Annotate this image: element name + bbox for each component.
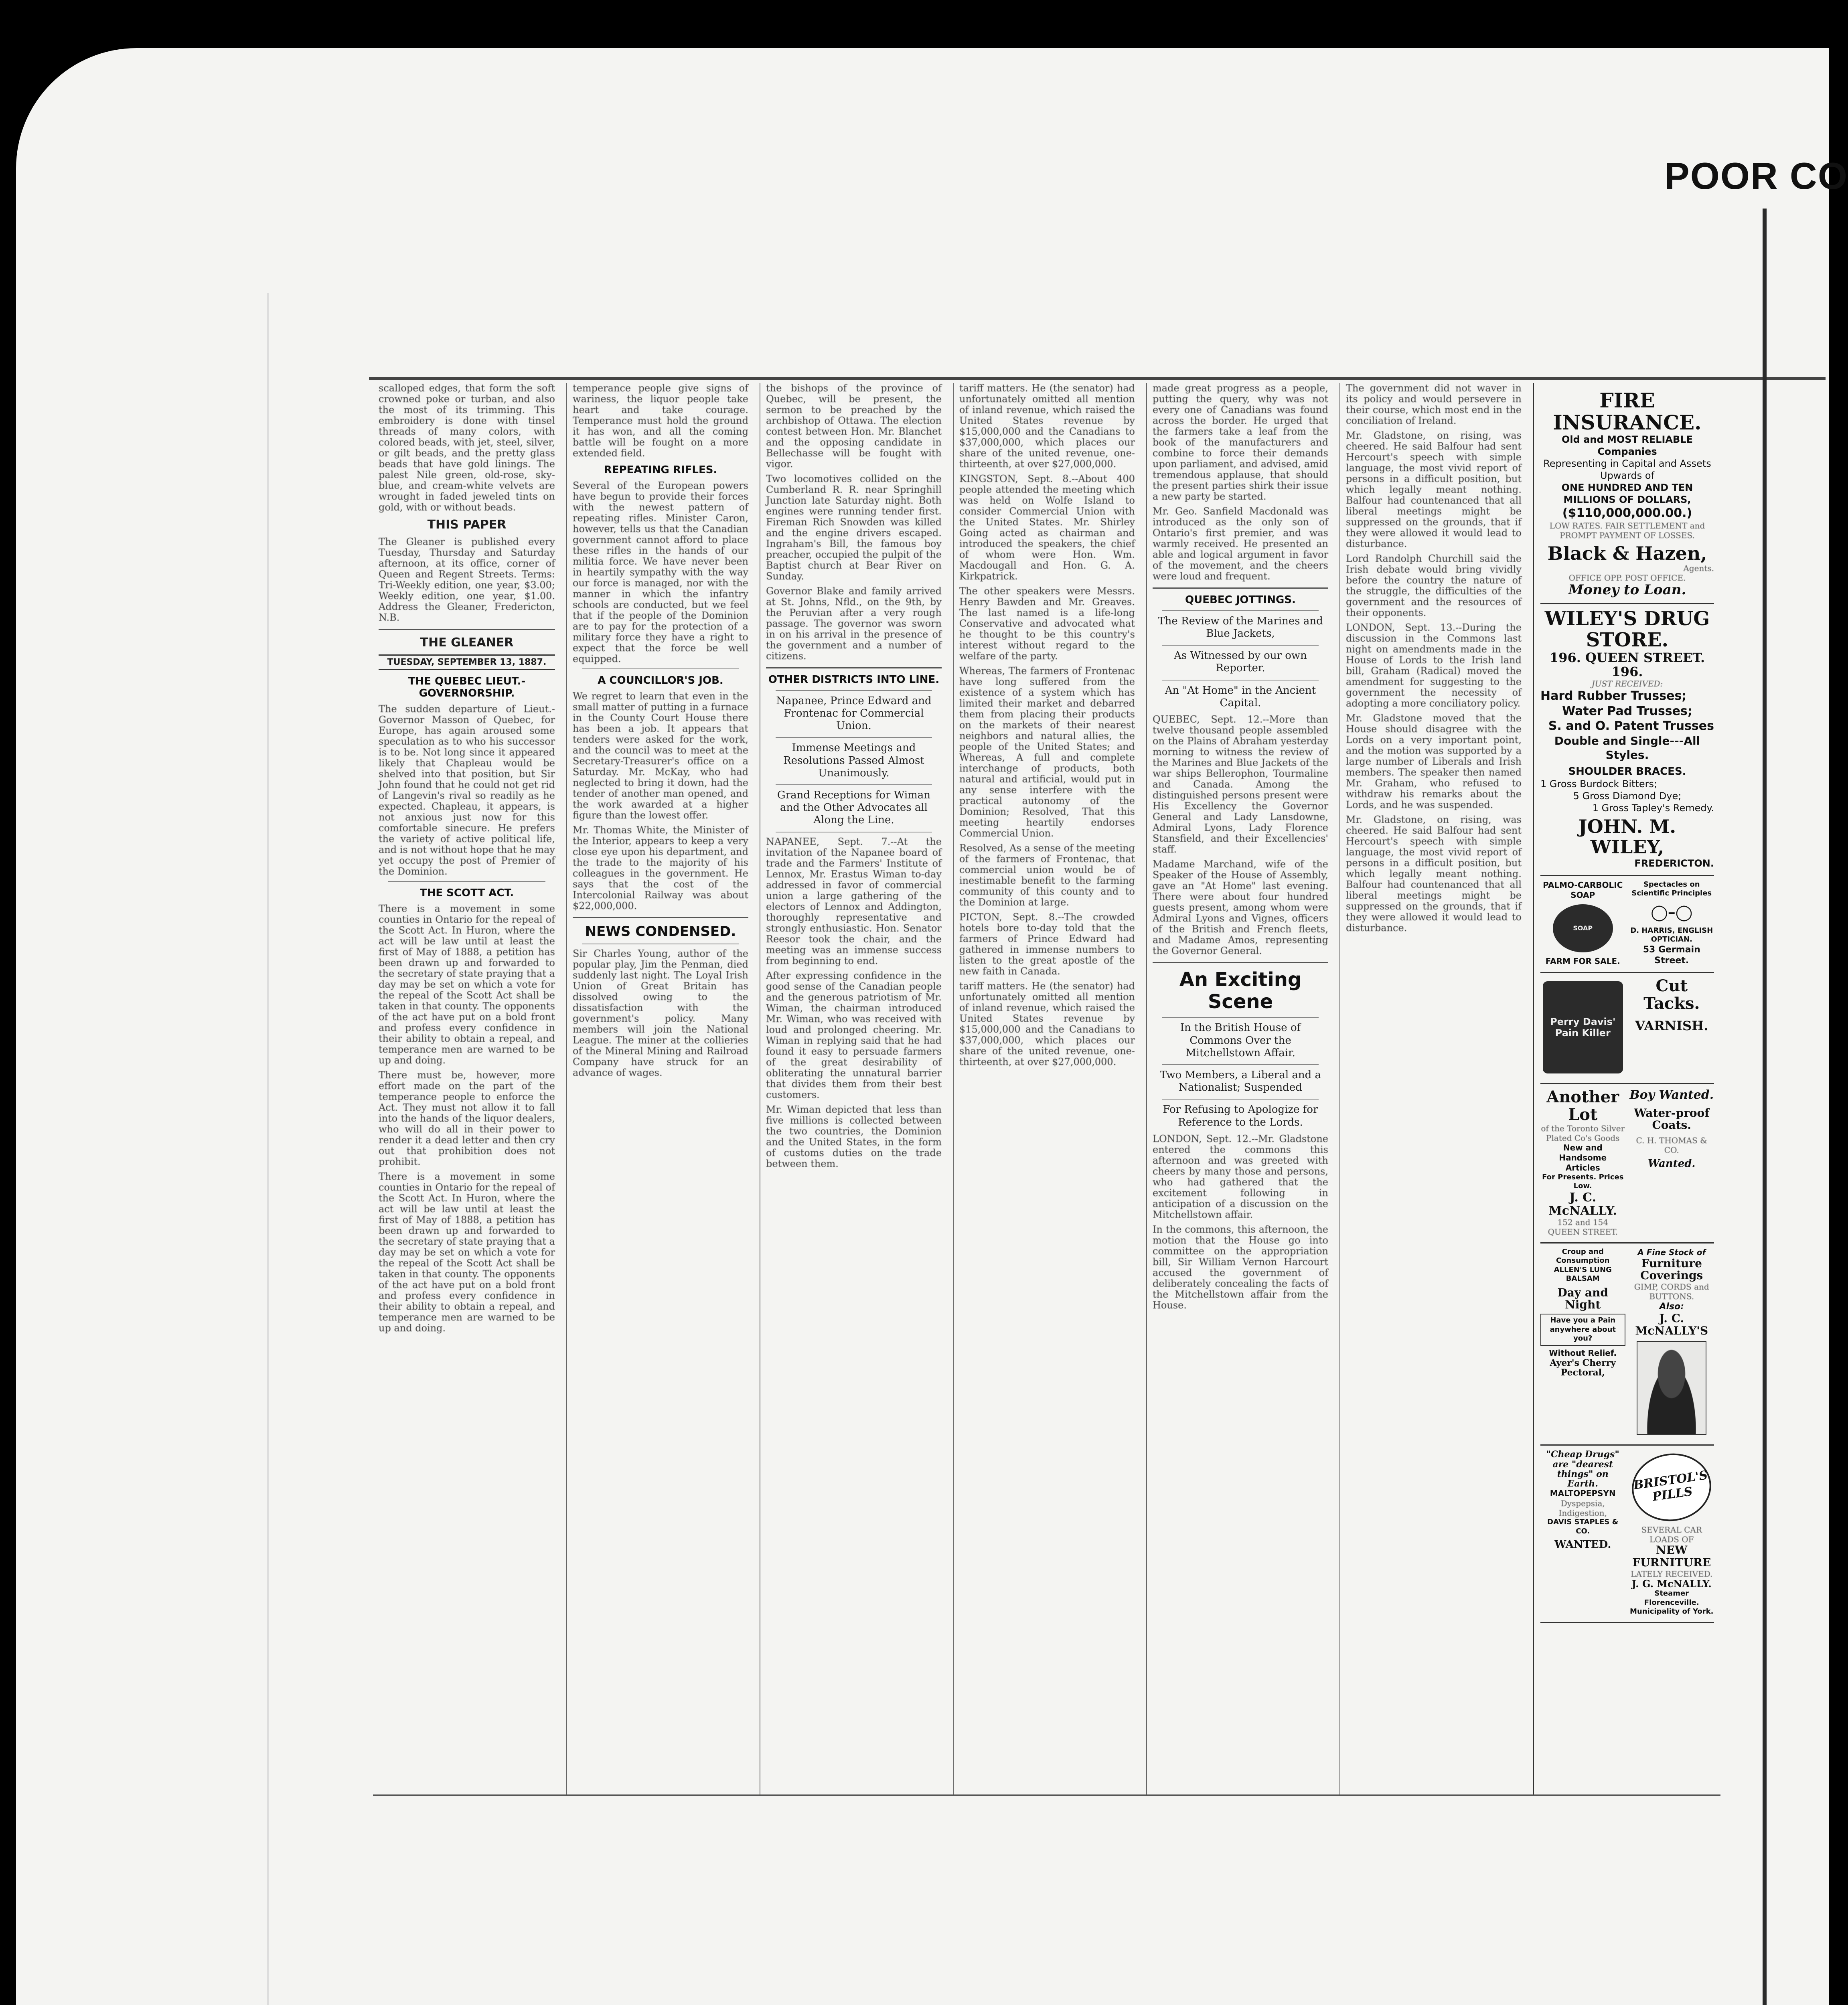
column-6 bbox=[1339, 383, 1527, 1794]
article-text: In the commons, this afternoon, the motion that the House go into committee on the appropriation bill, Sir William Vernon Harcourt accused the government of deliberately concealing the facts of the Mitchellstown affair from the House. bbox=[1153, 1223, 1328, 1311]
margin-rule bbox=[267, 293, 269, 2005]
article-text: Madame Marchand, wife of the Speaker of the House of Assembly, gave an "At Home" last evening. There were about four hundred guests present, among whom were Admiral Lyons and Vignes, officers of the British and French fleets, and Madame Amos, representing the Governor General. bbox=[1153, 859, 1328, 957]
rule bbox=[776, 784, 932, 785]
palmo-carbolic-ad bbox=[1540, 880, 1625, 966]
poor-copy-banner: POOR CO bbox=[1664, 155, 1848, 197]
ad-text: For Presents. Prices Low. bbox=[1542, 1173, 1624, 1191]
ad-title: Boy Wanted. bbox=[1629, 1088, 1714, 1102]
ad-text: GIMP, CORDS and BUTTONS. bbox=[1634, 1282, 1709, 1302]
ad-text: OFFICE OPP. POST OFFICE. bbox=[1568, 573, 1686, 583]
headline: THE SCOTT ACT. bbox=[419, 887, 514, 899]
article-text: Mr. Gladstone moved that the House should disagree with the Lords on a very important point, and the motion was supported by a large number of Liberals and Irish members. The speaker then named Mr. Graham, who refused to withdraw his remarks about the Lords, and he was suspended. bbox=[1346, 713, 1522, 810]
ad-text: Have you a Pain anywhere about you? bbox=[1540, 1314, 1625, 1346]
column-3 bbox=[760, 383, 947, 1794]
headline: A COUNCILLOR'S JOB. bbox=[598, 674, 723, 687]
ad-text: 5 Gross Diamond Dye; bbox=[1573, 790, 1682, 802]
article-text: LONDON, Sept. 13.--During the discussion in the Commons last night on amendments made in the House of Lords to the Irish land bill, Graham (Radical) moved the amendment for suggesting to the government the necessity of adopting a more conciliatory policy. bbox=[1346, 622, 1522, 709]
deck: Grand Receptions for Wiman and the Other Advocates all Along the Line. bbox=[777, 789, 931, 826]
wiley-drug-store-ad bbox=[1540, 604, 1714, 876]
ad-text: Croup and Consumption bbox=[1556, 1247, 1610, 1265]
headline: QUEBEC JOTTINGS. bbox=[1185, 594, 1296, 606]
page-edge bbox=[1763, 209, 1767, 2005]
ad-title: J. G. McNALLY. bbox=[1631, 1578, 1712, 1590]
headline: THE QUEBEC LIEUT.-GOVERNORSHIP. bbox=[408, 675, 526, 699]
article-text: Mr. Wiman depicted that less than five millions is collected between the two countries, the Dominion and the United States, in the form of customs duties on the trade between them. bbox=[766, 1104, 942, 1169]
advertisements-column bbox=[1533, 383, 1720, 1794]
article-text: Several of the European powers have begun to provide their forces with the newest pattern of repeating rifles. Minister Caron, however, tells us that the Canadian government cannot afford to place these rifles in the hands of our militia force. We have never been in heartily sympathy with the way our force is managed, nor with the manner in which the infantry schools are conducted, but we feel that if the people of the Dominion are to pay for the protection of a military force they have a right to expect that the force be well equipped. bbox=[573, 480, 748, 664]
article-text: Mr. Gladstone, on rising, was cheered. He said Balfour had sent Hercourt's speech with simple language, the most vivid report of persons in a difficult position, but which legally meant nothing. Balfour had countenanced that all liberal meetings might be suppressed on the grounds, that if they were allowed it would lead to disturbance. bbox=[1346, 430, 1522, 549]
ad-title: Black & Hazen, bbox=[1547, 542, 1707, 564]
article-text: KINGSTON, Sept. 8.--About 400 people attended the meeting which was held on Wolfe Island to consider Commercial Union with the United States. Mr. Shirley Going acted as chairman and introduced the speakers, the chief of whom were Hon. Wm. Macdougall and Hon. G. A. Kirkpatrick. bbox=[959, 473, 1135, 582]
ad-text: New and Handsome Articles bbox=[1559, 1142, 1607, 1173]
ad-text: 1 Gross Tapley's Remedy. bbox=[1592, 802, 1714, 814]
deck: Napanee, Prince Edward and Frontenac for Commercial Union. bbox=[776, 695, 932, 732]
article-text: The sudden departure of Lieut.-Governor Masson of Quebec, for Europe, has again aroused some speculation as to who his successor is to be. Not long since it appeared likely that Chapleau would be shelved into that position, but Sir John found that he could not get rid of Langevin's rival so readily as he expected. Chapleau, it appears, is not anxious just now for this comfortable sinecure. He prefers the variety of active political life, and is not without hope that he may yet occupy the post of Premier of the Dominion. bbox=[379, 703, 555, 877]
ad-text: MALTOPEPSYN bbox=[1550, 1489, 1616, 1499]
rule bbox=[388, 881, 545, 882]
ad-text: Old and MOST RELIABLE Companies bbox=[1562, 434, 1693, 457]
article-text: Mr. Geo. Sanfield Macdonald was introduced as the only son of Ontario's first premier, and was warmly received. He presented an able and logical argument in favor of the movement, and the cheers were loud and frequent. bbox=[1153, 506, 1328, 582]
article-text: QUEBEC, Sept. 12.--More than twelve thousand people assembled on the Plains of Abraham yesterday morning to witness the review of the Marines and Blue Jackets of the war ships Bellerophon, Tourmaline and Canada. Among the distinguished persons present were His Excellency the Governor General and Lady Lansdowne, Admiral Lyons, Lady Florence Stansfield, and their Excellencies' staff. bbox=[1153, 714, 1328, 855]
headline: NEWS CONDENSED. bbox=[585, 923, 736, 940]
article-text: The government did not waver in its policy and would persevere in their course, which most end in the conciliation of Ireland. bbox=[1346, 383, 1522, 426]
ad-text: 152 and 154 QUEEN STREET. bbox=[1548, 1217, 1618, 1237]
ad-text: LATELY RECEIVED. bbox=[1631, 1569, 1713, 1579]
ad-text: 53 Germain Street. bbox=[1643, 944, 1700, 966]
deck: In the British House of Commons Over the Mitchellstown Affair. bbox=[1180, 1022, 1301, 1059]
column-4 bbox=[953, 383, 1141, 1794]
headline: OTHER DISTRICTS INTO LINE. bbox=[768, 674, 940, 686]
column-5 bbox=[1146, 383, 1334, 1794]
ad-title: J. C. McNALLY'S bbox=[1635, 1311, 1708, 1337]
optician-ad bbox=[1629, 880, 1714, 966]
ad-text: ALLEN'S LUNG BALSAM bbox=[1554, 1265, 1612, 1283]
deck: For Refusing to Apologize for Reference to the Lords. bbox=[1163, 1104, 1318, 1128]
ad-title: Furniture Coverings bbox=[1640, 1256, 1703, 1282]
rule bbox=[1153, 962, 1328, 963]
ad-title: FIRE INSURANCE. bbox=[1553, 389, 1702, 434]
ad-text: S. and O. Patent Trusses bbox=[1548, 719, 1714, 733]
ad-text: Without Relief. bbox=[1549, 1348, 1617, 1358]
ad-text: FREDERICTON. bbox=[1634, 857, 1714, 869]
bristols-pills-illustration: BRISTOL'S PILLS bbox=[1628, 1448, 1716, 1526]
ad-title: FARM FOR SALE. bbox=[1545, 956, 1620, 966]
headline: An Exciting Scene bbox=[1179, 968, 1302, 1013]
article-text: Lord Randolph Churchill said the Irish debate would bring vividly before the country the nature of the struggle, the difficulties of the government and the resources of their opponents. bbox=[1346, 553, 1522, 618]
maltopepsyn-ad bbox=[1540, 1450, 1625, 1616]
remedy-ads bbox=[1540, 1244, 1714, 1446]
drug-and-pills-ads bbox=[1540, 1446, 1714, 1623]
article-text: PICTON, Sept. 8.--The crowded hotels bore to-day told that the farmers of Prince Edward had gathered in immense numbers to listen to the great apostle of the new faith in Canada. bbox=[959, 911, 1135, 977]
deck: An "At Home" in the Ancient Capital. bbox=[1165, 684, 1316, 709]
article-text: After expressing confidence in the good sense of the Canadian people and the generous patriotism of Mr. Wiman, the chairman introduced Mr. Wiman, who was received with loud and prolonged cheering. Mr. Wiman in replying said that he had found it easy to persuade farmers of the great desirability of obliterating the unnatural barrier that divides them from their best customers. bbox=[766, 970, 942, 1100]
ad-text: Water Pad Trusses; bbox=[1562, 704, 1692, 718]
article-text: temperance people give signs of wariness, the liquor people take heart and take courage. Temperance must hold the ground it has won, and all the coming battle will be fought on a more extended field. bbox=[573, 383, 748, 459]
painkiller-and-tacks-ads bbox=[1540, 973, 1714, 1084]
ad-title: PALMO-CARBOLIC SOAP bbox=[1543, 880, 1623, 900]
article-text: Mr. Thomas White, the Minister of the Interior, appears to keep a very close eye upon his department, and the trade to the majority of his colleagues in the government. He says that the cost of the Intercolonial Railway was about $22,000,000. bbox=[573, 824, 748, 911]
ad-title: WILEY'S DRUG STORE. bbox=[1544, 608, 1710, 652]
ad-title: Water-proof Coats. bbox=[1634, 1106, 1710, 1132]
article-text: Governor Blake and family arrived at St. Johns, Nfld., on the 9th, by the Peruvian after a very rough passage. The governor was sworn in on his arrival in the presence of the government and a number of citizens. bbox=[766, 585, 942, 662]
article-text: NAPANEE, Sept. 7.--At the invitation of the Napanee board of trade and the Farmers' Institute of Lennox, Mr. Erastus Wiman to-day addressed in favor of commercial union a large gathering of the electors of Lennox and Addington, thoroughly representative and strongly enthusiastic. Hon. Senator Reesor took the chair, and the meeting was an immense success from beginning to end. bbox=[766, 836, 942, 966]
ad-text: Upwards of bbox=[1600, 470, 1655, 481]
article-text: There is a movement in some counties in Ontario for the repeal of the Scott Act. In Huron, where the act will be law until at least the first of May of 1888, a petition has been drawn up and forwarded to the secretary of state praying that a day may be set on which a vote for the repeal of the Scott Act shall be taken in that county. The opponents of the act have put on a bold front and profess every confidence in their ability to obtain a repeal, and temperance men are warned to be up and doing. bbox=[379, 1171, 555, 1334]
rule bbox=[1162, 1017, 1319, 1018]
portrait-illustration bbox=[1637, 1341, 1706, 1435]
ad-title: Cut Tacks. bbox=[1643, 976, 1700, 1013]
ad-text: SEVERAL CAR LOADS OF bbox=[1641, 1525, 1702, 1545]
ad-text: ($110,000,000.00.) bbox=[1562, 506, 1692, 520]
ad-text: of the Toronto Silver Plated Co's Goods bbox=[1541, 1123, 1625, 1143]
ad-text: LOW RATES. FAIR SETTLEMENT and PROMPT PAYMENT OF LOSSES. bbox=[1549, 520, 1705, 540]
article-text: There must be, however, more effort made on the part of the temperance people to enforce the Act. They must not allow it to fall into the hands of the liquor dealers, who will do all in their power to render it a dead letter and then cry out that prohibition does not prohibit. bbox=[379, 1069, 555, 1167]
ad-text: Hard Rubber Trusses; bbox=[1540, 689, 1687, 703]
ad-title: Ayer's Cherry Pectoral, bbox=[1550, 1357, 1616, 1378]
article-text: Whereas, The farmers of Frontenac have long suffered from the existence of a system which has limited their market and debarred them from placing their products on the markets of their nearest neighbors and natural allies, the people of the United States; and Whereas, A full and complete interchange of products, both natural and artificial, would put in any sense interfere with the practical autonomy of the Dominion; Resolved, That this meeting heartily endorses Commercial Union. bbox=[959, 665, 1135, 839]
article-text: We regret to learn that even in the small matter of putting in a furnace in the County Court House there has been a job. It appears that tenders were asked for the work, and the council was to meet at the Secretary-Treasurer's office on a Saturday. Mr. McKay, who had neglected to bring it down, had the tender of another man opened, and the work awarded at a higher figure than the lowest offer. bbox=[573, 690, 748, 821]
top-rule bbox=[369, 377, 1826, 380]
ad-text: C. H. THOMAS & CO. bbox=[1636, 1136, 1707, 1155]
rule bbox=[1153, 587, 1328, 589]
ad-text: D. HARRIS, ENGLISH OPTICIAN. bbox=[1630, 926, 1713, 944]
article-text: Resolved, As a sense of the meeting of the farmers of Frontenac, that commercial union would be of inestimable benefit to the farming community of this county and to the Dominion at large. bbox=[959, 843, 1135, 908]
gleaner-masthead: THE GLEANER bbox=[420, 636, 514, 650]
spectacles-icon: ◯–◯ bbox=[1651, 903, 1693, 921]
ad-text: Agents. bbox=[1683, 563, 1714, 573]
ad-title: NEW FURNITURE bbox=[1632, 1543, 1711, 1570]
dateline: TUESDAY, SEPTEMBER 13, 1887. bbox=[379, 654, 555, 670]
ad-text: Double and Single---All Styles. bbox=[1554, 734, 1700, 761]
ad-text: Municipality of York. bbox=[1630, 1607, 1714, 1616]
rule bbox=[1162, 610, 1319, 611]
ad-text: Also: bbox=[1659, 1302, 1684, 1312]
article-text: There is a movement in some counties in Ontario for the repeal of the Scott Act. In Huron, where the act will be law until at least the first of May of 1888, a petition has been drawn up and forwarded to the secretary of state praying that a day may be set on which a vote for the repeal of the Scott Act shall be taken in that county. The opponents of the act have put on a bold front and profess every confidence in their ability to obtain a repeal, and temperance men are warned to be up and doing. bbox=[379, 903, 555, 1066]
article-text: the bishops of the province of Quebec, will be present, the sermon to be preached by the archbishop of Ottawa. The election contest between Hon. Mr. Blanchet and the opposing candidate in Bellechasse will be fought with vigor. bbox=[766, 383, 942, 470]
article-text: scalloped edges, that form the soft crowned poke or turban, and also the most of its trimming. This embroidery is done with tinsel threads of many colors, with colored beads, with jet, steel, silver, or gilt beads, and the pretty glass beads that have gold linings. The palest Nile green, old-rose, sky-blue, and cream-white velvets are wrought in faded jeweled tints on gold, with or without beads. bbox=[379, 383, 555, 513]
ad-title: VARNISH. bbox=[1635, 1018, 1708, 1033]
ad-title: Another Lot bbox=[1546, 1087, 1619, 1124]
soap-illustration: SOAP bbox=[1553, 904, 1613, 952]
another-lot-ad bbox=[1540, 1088, 1625, 1237]
furniture-ad bbox=[1629, 1248, 1714, 1439]
column-2 bbox=[566, 383, 754, 1794]
ad-text: 1 Gross Burdock Bitters; bbox=[1540, 778, 1658, 790]
cut-tacks-ad bbox=[1629, 977, 1714, 1077]
deck: As Witnessed by our own Reporter. bbox=[1174, 650, 1307, 674]
rule bbox=[379, 629, 555, 630]
rule bbox=[582, 668, 739, 669]
newspaper-page bbox=[373, 383, 1720, 1796]
rule bbox=[776, 737, 932, 738]
article-text: Sir Charles Young, author of the popular play, Jim the Penman, died suddenly last night. The Loyal Irish Union of Great Britain has dissolved owing to the dissatisfaction with the government's policy. Many members will join the National League. The miner at the collieries of the Mineral Mining and Railroad Company have struck for an advance of wages. bbox=[573, 948, 748, 1078]
ad-text: A Fine Stock of bbox=[1637, 1247, 1706, 1257]
ad-text: ONE HUNDRED AND TEN MILLIONS OF DOLLARS, bbox=[1561, 482, 1693, 505]
ad-text: 196. QUEEN STREET. 196. bbox=[1549, 650, 1705, 680]
painkiller-label: Perry Davis' Pain Killer bbox=[1543, 981, 1623, 1073]
article-text: tariff matters. He (the senator) had unfortunately omitted all mention of inland revenue, which raised the United States revenue by $15,000,000 and the Canadians to $37,000,000, which places our share of the united revenue, one-thirteenth, at over $27,000,000. bbox=[959, 383, 1135, 470]
rule bbox=[766, 667, 942, 668]
ad-text: Dyspepsia, Indigestion, bbox=[1558, 1499, 1607, 1518]
article-text: Two locomotives collided on the Cumberland R. R. near Springhill Junction late Saturday night. Both engines were running tender first. Fireman Rich Snowden was killed and the engine drivers escaped. Ingraham's Bill, the famous boy preacher, occupied the pulpit of the Baptist church at Bear River on Sunday. bbox=[766, 473, 942, 582]
ad-text: Steamer Florenceville. bbox=[1644, 1589, 1699, 1607]
ad-title: J. C. McNALLY. bbox=[1548, 1190, 1617, 1218]
ad-title: "Cheap Drugs" are "dearest things" on Earth. bbox=[1546, 1449, 1619, 1489]
ad-title: Wanted. bbox=[1648, 1158, 1696, 1170]
ad-title: Day and Night bbox=[1557, 1286, 1609, 1312]
article-text: Mr. Gladstone, on rising, was cheered. He said Balfour had sent Hercourt's speech with simple language, the most vivid report of persons in a difficult position, but which legally meant nothing. Balfour had countenanced that all liberal meetings might be suppressed on the grounds, that if they were allowed it would lead to disturbance. bbox=[1346, 814, 1522, 934]
this-paper-heading: THIS PAPER bbox=[427, 518, 507, 532]
ad-title: JOHN. M. WILEY, bbox=[1578, 816, 1676, 858]
bristols-pills-ad bbox=[1629, 1450, 1714, 1616]
blank-lower-page bbox=[373, 1796, 1720, 2005]
ad-title: Spectacles on Scientific Principles bbox=[1631, 880, 1712, 898]
ad-title: Money to Loan. bbox=[1568, 582, 1686, 598]
deck: The Review of the Marines and Blue Jackets, bbox=[1158, 615, 1323, 640]
boy-wanted-ad bbox=[1629, 1088, 1714, 1237]
article-text: The Gleaner is published every Tuesday, Thursday and Saturday afternoon, at its office, corner of Queen and Regent Streets. Terms: Tri-Weekly edition, one year, $3.00; Weekly edition, one year, $1.00. Address the Gleaner, Fredericton, N.B. bbox=[379, 536, 555, 623]
soap-and-optician-ads bbox=[1540, 876, 1714, 973]
rule bbox=[1162, 1064, 1319, 1065]
deck: Two Members, a Liberal and a Nationalist; Suspended bbox=[1159, 1069, 1321, 1094]
rule bbox=[573, 917, 748, 918]
cough-remedy-ad bbox=[1540, 1248, 1625, 1439]
rule bbox=[1162, 1099, 1319, 1100]
rule bbox=[776, 690, 932, 691]
rule bbox=[1162, 645, 1319, 646]
article-text: The other speakers were Messrs. Henry Bawden and Mr. Greaves. The last named is a life-long Conservative and advocated what he thought to be this country's interest without regard to the welfare of the party. bbox=[959, 585, 1135, 662]
article-text: made great progress as a people, putting the query, why was not every one of Canadians was found across the border. He urged that the farmers take a leaf from the book of the manufacturers and combine to force their demands upon parliament, and advised, amid tremendous applause, that should the present parties shirk their issue a new party be started. bbox=[1153, 383, 1328, 502]
fire-insurance-ad bbox=[1540, 385, 1714, 604]
headline: REPEATING RIFLES. bbox=[604, 464, 717, 476]
deck: Immense Meetings and Resolutions Passed Almost Unanimously. bbox=[783, 742, 924, 779]
ad-text: Representing in Capital and Assets bbox=[1543, 458, 1711, 469]
ad-text: JUST RECEIVED: bbox=[1591, 679, 1663, 689]
ad-text: DAVIS STAPLES & CO. bbox=[1547, 1518, 1619, 1535]
article-text: LONDON, Sept. 12.--Mr. Gladstone entered the commons this afternoon and was greeted with cheers by many those and persons, who had gathered that the excitement following in anticipation of a discussion on the Mitchellstown affair. bbox=[1153, 1133, 1328, 1220]
ad-text: SHOULDER BRACES. bbox=[1568, 765, 1686, 778]
silver-plate-ads bbox=[1540, 1084, 1714, 1244]
ad-title: WANTED. bbox=[1554, 1539, 1611, 1551]
column-1 bbox=[373, 383, 561, 1794]
article-text: tariff matters. He (the senator) had unfortunately omitted all mention of inland revenue, which raised the United States revenue by $15,000,000 and the Canadians to $37,000,000, which places our share of the united revenue, one-thirteenth, at over $27,000,000. bbox=[959, 980, 1135, 1067]
